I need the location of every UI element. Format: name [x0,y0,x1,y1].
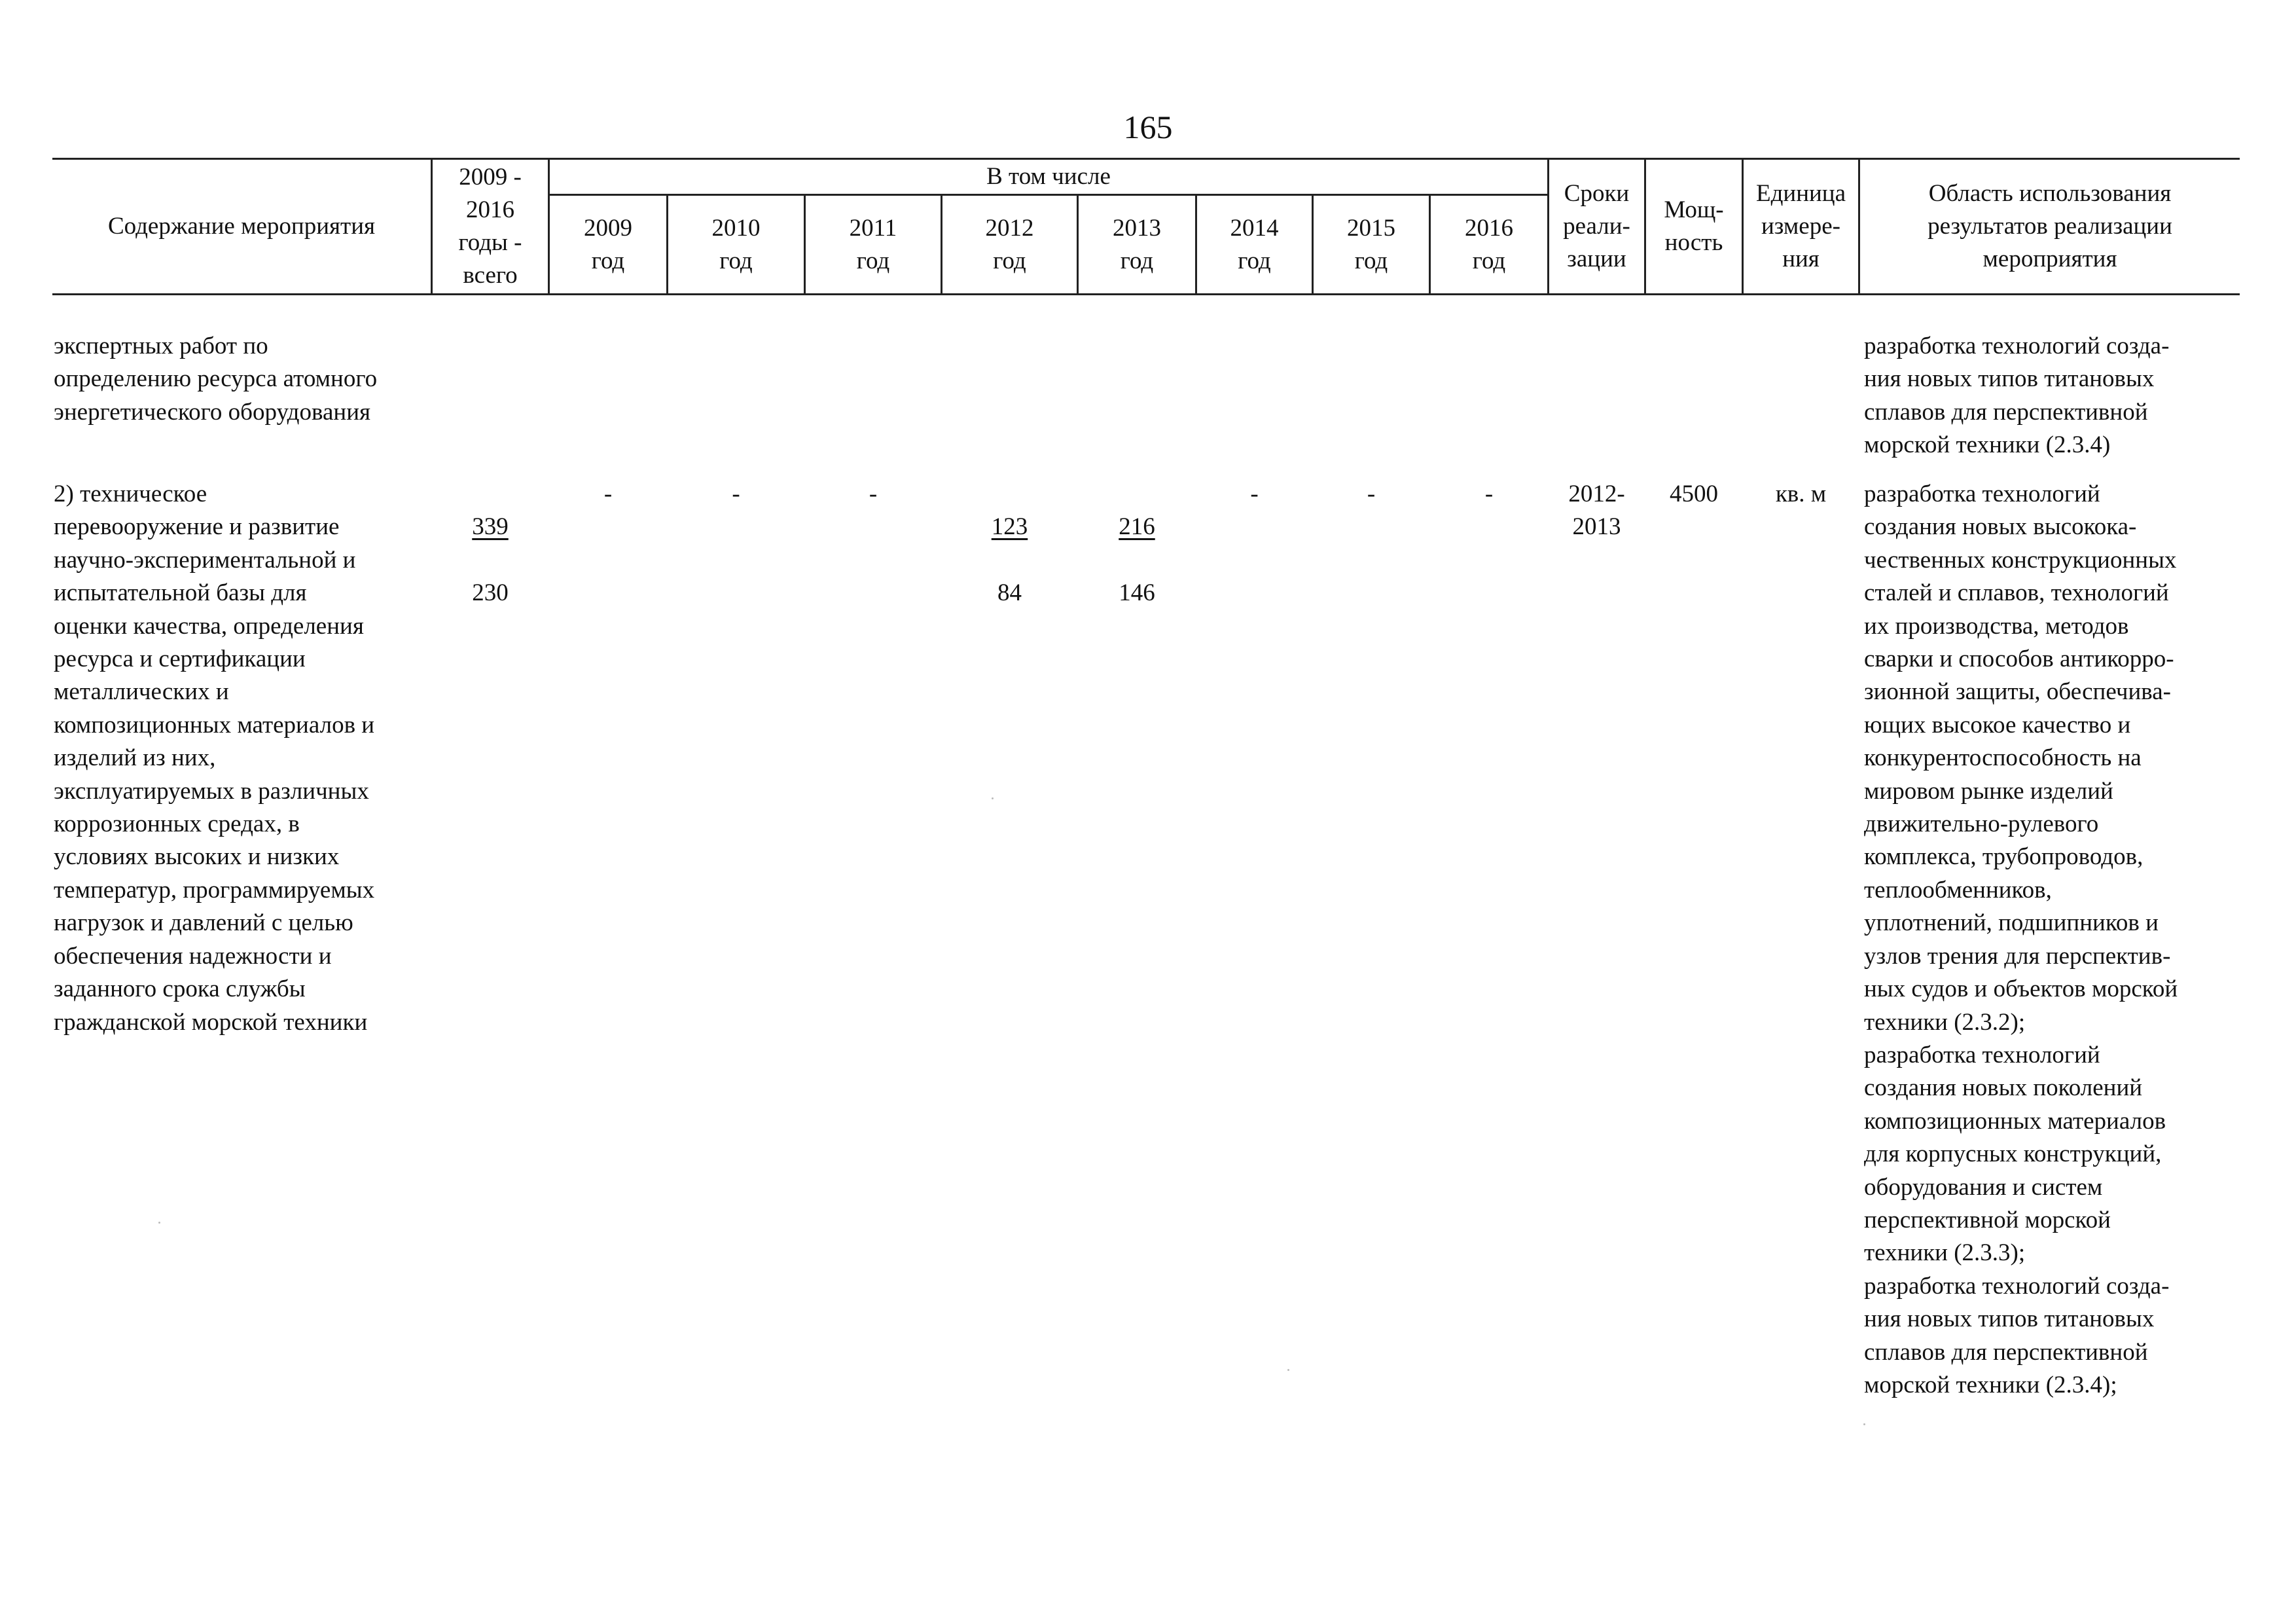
row-2016: - [1484,481,1494,507]
header-area: Область использования результатов реализации мероприятия [1928,180,2172,272]
row-content: экспертных работ по определению ресурса атомного энергетического оборудования [54,333,378,426]
scan-artifact [1863,1423,1865,1425]
header-year-2013: 2013 год [1113,214,1161,274]
header-including: В том числе [986,163,1111,190]
header-total: 2009 - 2016 годы - всего [458,164,522,289]
page-number: 165 [1123,109,1173,145]
row-content: 2) техническое перевооружение и развитие научно-экспериментальной и испытательной базы для оценки качества, определения ресурса и сертификации металлических и композиционных материалов и изделий из них, эксплуатируемых в различных коррозионных средах, в условиях высоких и низких температур, программируемых нагрузок и давлений с целью обеспечения надежности и заданного срока службы гражданской морской техники [54,481,375,1036]
y2012-top-value: 123 [991,513,1028,541]
row-area: разработка технологий создания новых высокока- чественных конструкционных сталей и сплавов, технологий их производства, методов сварки и способов антикорро- зионной защиты, обеспечива- ющих высокое качество и конкурентоспособность на мировом рынке изделий движительно-рулевого комплекса, трубопроводов, теплообменников, уплотнений, подшипников и узлов трения для перспектив- ных судов и объектов морской техники (2.3.2); разработка технологий создания новых поколений композиционных материалов для корпусных конструкций, оборудования и систем перспективной морской техники (2.3.3); разработка технологий созда- ния новых типов титановых сплавов для перспективной морской техники (2.3.4); [1864,481,2178,1398]
y2012-bottom-value: 84 [997,579,1022,607]
header-year-2014: 2014 год [1230,214,1279,274]
row-2012 [942,478,1077,643]
scan-artifact [992,797,994,799]
row-2013 [1079,478,1195,643]
header-unit: Единица измере- ния [1755,180,1846,272]
header-year-2011: 2011 год [849,214,897,274]
row-2009: - [603,481,613,507]
header-year-2015: 2015 год [1347,214,1395,274]
total-top-value: 339 [472,513,509,541]
header-terms: Сроки реали- зации [1563,180,1630,272]
row-area: разработка технологий созда- ния новых типов титановых сплавов для перспективной морской техники (2.3.4) [1864,333,2170,459]
row-total [433,478,548,643]
header-content: Содержание мероприятия [107,213,376,240]
row-2010: - [732,481,740,507]
row-2014: - [1250,481,1259,507]
row-terms: 2012- 2013 [1568,481,1625,541]
row-unit: кв. м [1775,481,1827,507]
row-capacity: 4500 [1670,481,1718,507]
header-year-2009: 2009 год [584,214,632,274]
scan-artifact [1287,1369,1289,1371]
y2013-top-value: 216 [1119,513,1155,541]
header-year-2016: 2016 год [1465,214,1513,274]
header-year-2010: 2010 год [711,214,761,274]
row-2011: - [869,481,878,507]
total-bottom-value: 230 [472,579,509,607]
row-2015: - [1367,481,1376,507]
y2013-bottom-value: 146 [1119,579,1155,607]
header-capacity: Мощ- ность [1664,196,1724,256]
header-year-2012: 2012 год [985,214,1034,274]
scan-artifact [158,1222,160,1224]
header-bottom-rule [52,293,2240,295]
